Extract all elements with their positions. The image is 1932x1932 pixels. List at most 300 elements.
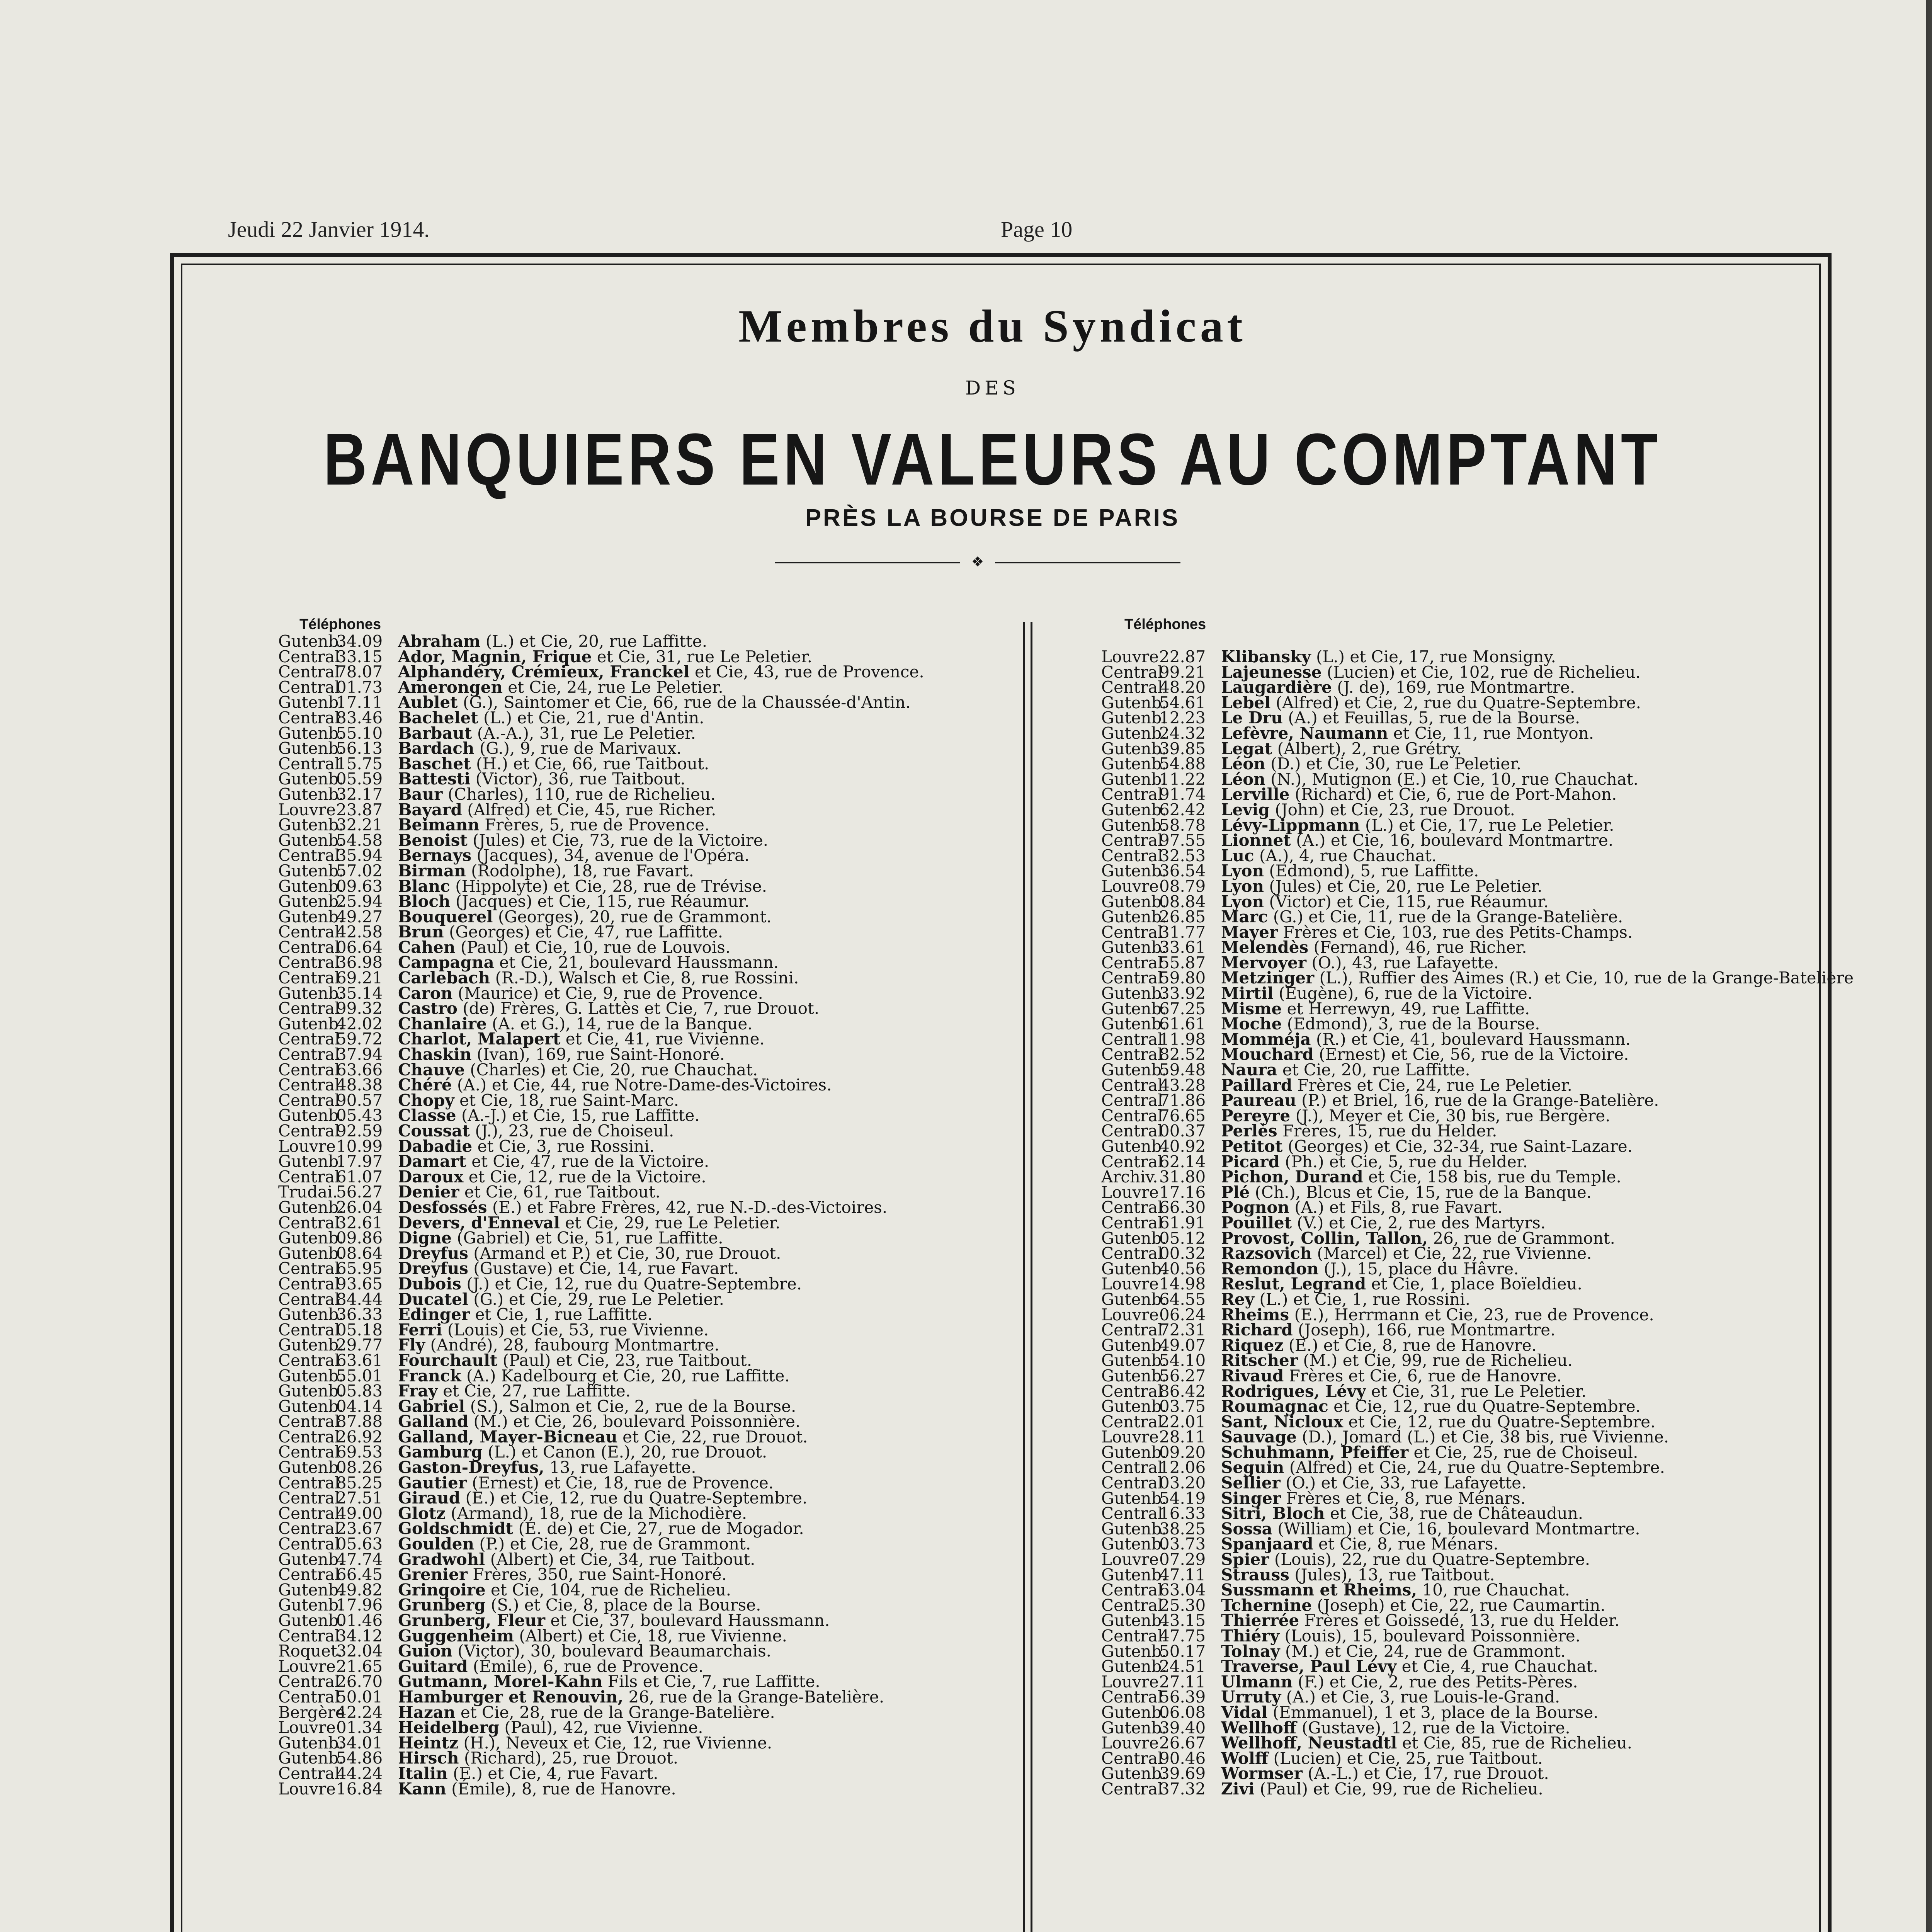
telephone-number: 93.65: [336, 1274, 383, 1293]
member-name: Lefèvre, Naumann: [1221, 723, 1388, 743]
member-name: Dreyfus: [398, 1259, 468, 1278]
telephone-number: 06.08: [1159, 1702, 1206, 1722]
telephone-number: 91.74: [1159, 785, 1206, 804]
telephone-exchange: Central: [278, 754, 340, 773]
member-name: Heintz: [398, 1733, 459, 1752]
member-details: (H.), Neveux et Cie, 12, rue Vivienne.: [463, 1733, 772, 1752]
telephone-number: 72.31: [1159, 1320, 1206, 1340]
member-name: Lajeunesse: [1221, 662, 1322, 682]
member-details: (E.) et Fabre Frères, 42, rue N.-D.-des-Victoires.: [492, 1197, 888, 1217]
telephone-exchange: Trudai.: [278, 1182, 338, 1202]
member-details: (Edmond), 5, rue Laffitte.: [1269, 861, 1479, 881]
telephone-number: 56.27: [336, 1182, 383, 1202]
member-name: Sellier: [1221, 1473, 1281, 1493]
telephone-number: 54.58: [336, 830, 383, 850]
member-details: et Cie, 4, rue Chauchat.: [1401, 1657, 1598, 1676]
telephone-number: 97.55: [1159, 831, 1206, 850]
member-name: Bernays: [398, 846, 472, 865]
member-name: Galland: [398, 1412, 469, 1431]
telephone-number: 47.74: [336, 1549, 383, 1569]
member-name: Lebel: [1221, 693, 1271, 712]
title-membres: Membres du Syndicat: [738, 300, 1247, 352]
telephone-number: 40.92: [1159, 1137, 1206, 1156]
telephone-number: 16.84: [336, 1779, 383, 1798]
telephone-number: 05.43: [336, 1106, 383, 1125]
member-entry: [278, 817, 924, 833]
member-name: Petitot: [1221, 1137, 1283, 1156]
member-details: (G.) et Cie, 29, rue Le Peletier.: [473, 1289, 724, 1309]
member-entry: [1101, 680, 1854, 695]
member-name: Franck: [398, 1366, 461, 1385]
binding-edge: [1926, 0, 1932, 1932]
member-entry: [278, 1123, 924, 1139]
telephone-number: 03.75: [1159, 1397, 1206, 1416]
telephone-exchange: Central: [1101, 1458, 1163, 1477]
telephone-exchange: Louvre: [1101, 1182, 1159, 1202]
telephone-number: 01.73: [336, 677, 383, 697]
member-details: (Victor) et Cie, 115, rue Réaumur.: [1269, 892, 1549, 911]
header-date: Jeudi 22 Janvier 1914.: [228, 217, 430, 242]
telephone-number: 07.29: [1159, 1550, 1206, 1569]
telephone-exchange: Gutenb.: [1101, 907, 1167, 927]
member-details: et Cie, 12, rue de la Victoire.: [468, 1167, 706, 1186]
telephone-number: 99.32: [336, 999, 383, 1018]
telephone-exchange: Gutenb.: [278, 830, 344, 850]
member-name: Léon: [1221, 769, 1265, 789]
telephone-exchange: Gutenb.: [1101, 1060, 1167, 1080]
telephone-exchange: Central: [278, 1473, 340, 1492]
member-entry: [278, 970, 924, 986]
member-name: Wolff: [1221, 1748, 1269, 1768]
telephone-exchange: Central: [278, 1519, 340, 1538]
telephone-number: 26.67: [1159, 1733, 1206, 1753]
member-details: (Armand), 18, rue de la Michodière.: [451, 1503, 747, 1523]
telephone-exchange: Gutenb.: [1101, 1228, 1167, 1248]
telephone-exchange: Central: [278, 1687, 340, 1706]
member-details: (Edmond), 3, rue de la Bourse.: [1287, 1014, 1540, 1034]
member-details: (Joseph) et Cie, 22, rue Caumartin.: [1317, 1595, 1605, 1615]
member-details: (N.), Mutignon (E.) et Cie, 10, rue Chauchat.: [1270, 769, 1638, 789]
telephone-number: 92.59: [336, 1121, 383, 1140]
telephone-number: 22.01: [1159, 1412, 1206, 1431]
member-details: et Cie, 31, rue Le Peletier.: [597, 647, 813, 666]
member-name: Bouquerel: [398, 907, 493, 926]
member-entry: [1101, 1766, 1854, 1781]
member-details: et Cie, 37, boulevard Haussmann.: [550, 1611, 830, 1630]
telephone-number: 78.07: [336, 662, 383, 682]
telephone-number: 39.69: [1159, 1764, 1206, 1783]
member-name: Mervoyer: [1221, 953, 1307, 972]
member-name: Gabriel: [398, 1396, 465, 1416]
member-name: Baschet: [398, 754, 471, 773]
member-entry: [1101, 1735, 1854, 1751]
telephone-number: 35.94: [336, 846, 383, 865]
member-details: Frères et Cie, 24, rue Le Peletier.: [1297, 1075, 1572, 1095]
member-details: (L.) et Cie, 17, rue Le Peletier.: [1365, 815, 1614, 835]
telephone-exchange: Gutenb.: [278, 632, 344, 651]
telephone-exchange: Louvre: [1101, 1274, 1159, 1294]
telephone-exchange: Central: [278, 1320, 340, 1339]
member-entry: [1101, 1062, 1854, 1078]
member-details: (L.) et Cie, 21, rue d'Antin.: [483, 708, 704, 727]
telephone-number: 34.01: [336, 1733, 383, 1752]
telephone-exchange: Louvre: [1101, 1427, 1159, 1447]
telephone-exchange: Central: [1101, 1213, 1163, 1232]
member-details: et Cie, 41, rue Vivienne.: [565, 1029, 765, 1049]
member-details: (Richard), 25, rue Drouot.: [464, 1748, 679, 1768]
member-name: Edinger: [398, 1305, 470, 1324]
member-details: (Paul), 42, rue Vivienne.: [504, 1718, 703, 1737]
telephone-number: 36.33: [336, 1305, 383, 1324]
telephone-exchange: Gutenb.: [278, 876, 344, 896]
member-entry: [278, 1197, 924, 1217]
member-details: (R.-D.), Walsch et Cie, 8, rue Rossini.: [495, 968, 799, 988]
telephone-number: 32.17: [336, 784, 383, 804]
telephone-number: 49.27: [336, 907, 383, 926]
member-entry: [1101, 1582, 1854, 1598]
member-details: (Jules), 13, rue Taitbout.: [1294, 1565, 1495, 1584]
member-name: Castro: [398, 999, 457, 1018]
member-entry: [278, 1047, 924, 1062]
member-name: Zivi: [1221, 1779, 1255, 1798]
telephone-exchange: Central: [1101, 1580, 1163, 1600]
member-name: Lévy-Lippmann: [1221, 815, 1360, 835]
member-name: Goulden: [398, 1534, 474, 1554]
telephone-exchange: Gutenb.: [1101, 739, 1167, 758]
member-details: (H.) et Cie, 66, rue Taitbout.: [476, 754, 709, 773]
member-name: Sossa: [1221, 1519, 1272, 1538]
member-details: 13, rue Lafayette.: [549, 1458, 696, 1477]
telephone-exchange: Gutenb.: [278, 1458, 344, 1477]
member-details: et Herrewyn, 49, rue Laffitte.: [1287, 999, 1530, 1018]
member-entry: [278, 1536, 924, 1552]
title-des: DES: [965, 377, 1020, 399]
member-entry: [1101, 1429, 1854, 1445]
telephone-exchange: Central: [1101, 1687, 1163, 1707]
member-name: Gamburg: [398, 1442, 483, 1462]
member-details: et Cie, 3, rue Rossini.: [477, 1136, 655, 1156]
member-name: Denier: [398, 1182, 459, 1202]
member-name: Misme: [1221, 999, 1282, 1018]
telephone-number: 61.61: [1159, 1014, 1206, 1034]
telephone-exchange: Louvre: [278, 800, 336, 819]
column-rule: [1023, 622, 1025, 1932]
member-details: (L.), Ruffier des Aimes (R.) et Cie, 10, rue de la Grange-Batelière: [1319, 968, 1854, 988]
member-details: (Georges) et Cie, 47, rue Laffitte.: [449, 922, 723, 942]
telephone-number: 06.24: [1159, 1305, 1206, 1324]
member-name: Guion: [398, 1641, 452, 1661]
telephone-number: 32.61: [336, 1213, 383, 1232]
telephone-number: 49.00: [336, 1503, 383, 1523]
member-details: (A.-L.) et Cie, 17, rue Drouot.: [1308, 1764, 1549, 1783]
telephone-exchange: Louvre: [1101, 647, 1159, 666]
member-entry: [1101, 1353, 1854, 1368]
member-name: Guitard: [398, 1656, 468, 1676]
telephone-exchange: Central: [1101, 1244, 1163, 1263]
telephone-exchange: Gutenb.: [1101, 999, 1167, 1018]
telephone-exchange: Gutenb.: [1101, 1702, 1167, 1722]
member-details: (A.) et Cie, 3, rue Louis-le-Grand.: [1286, 1687, 1560, 1707]
member-details: (P.) et Briel, 16, rue de la Grange-Batelière.: [1301, 1091, 1659, 1110]
telephone-number: 33.92: [1159, 984, 1206, 1003]
member-details: (Georges), 20, rue de Grammont.: [498, 907, 772, 926]
member-details: et Cie, 27, rue Laffitte.: [443, 1381, 631, 1401]
member-name: Paillard: [1221, 1075, 1293, 1095]
member-details: (Jacques) et Cie, 115, rue Réaumur.: [455, 892, 750, 911]
telephone-number: 17.96: [336, 1595, 383, 1615]
telephone-number: 50.17: [1159, 1641, 1206, 1661]
telephone-exchange: Gutenb.: [1101, 1565, 1167, 1584]
member-details: et Cie, 85, rue de Richelieu.: [1402, 1733, 1633, 1753]
member-details: (F.) et Cie, 2, rue des Petits-Pères.: [1298, 1672, 1578, 1691]
member-name: Naura: [1221, 1060, 1277, 1080]
telephone-number: 76.65: [1159, 1106, 1206, 1125]
telephone-exchange: Central: [1101, 1121, 1163, 1141]
telephone-number: 85.25: [336, 1473, 383, 1492]
member-name: Lerville: [1221, 785, 1290, 804]
member-name: Fly: [398, 1335, 425, 1355]
telephone-exchange: Central: [278, 846, 340, 865]
telephone-number: 56.39: [1159, 1687, 1206, 1707]
member-name: Dubois: [398, 1274, 461, 1293]
telephone-number: 67.25: [1159, 999, 1206, 1018]
member-details: (Alfred) et Cie, 24, rue du Quatre-Septembre.: [1289, 1458, 1665, 1477]
member-entry: [278, 1490, 924, 1506]
telephone-exchange: Central: [278, 1442, 340, 1462]
telephone-number: 31.77: [1159, 922, 1206, 942]
telephone-number: 48.20: [1159, 678, 1206, 697]
member-name: Wellhoff: [1221, 1718, 1297, 1737]
telephone-exchange: Central: [1101, 1075, 1163, 1095]
member-name: Sauvage: [1221, 1427, 1297, 1447]
telephone-number: 56.27: [1159, 1366, 1206, 1385]
member-name: Rheims: [1221, 1305, 1289, 1324]
member-entry: [278, 1337, 924, 1353]
member-entry: [1101, 1047, 1854, 1062]
telephone-exchange: Gutenb.: [1101, 708, 1167, 728]
member-entry: [1101, 756, 1854, 772]
member-details: (Armand et P.) et Cie, 30, rue Drouot.: [473, 1243, 781, 1263]
member-name: Ador, Magnin, Frique: [398, 647, 592, 666]
member-details: (William) et Cie, 16, boulevard Montmartre.: [1277, 1519, 1640, 1538]
member-name: Birman: [398, 861, 466, 880]
telephone-exchange: Central: [1101, 846, 1163, 865]
member-name: Baur: [398, 784, 443, 804]
telephone-exchange: Central: [1101, 1091, 1163, 1110]
member-name: Bayard: [398, 800, 462, 819]
telephone-exchange: Central: [278, 1764, 340, 1783]
member-details: et Cie, 8, rue Ménars.: [1318, 1534, 1498, 1554]
telephone-exchange: Gutenb.: [1101, 754, 1167, 774]
member-name: Heidelberg: [398, 1718, 499, 1737]
member-details: (Maurice) et Cie, 9, rue de Provence.: [457, 983, 763, 1003]
member-name: Gutmann, Morel-Kahn: [398, 1672, 603, 1691]
member-details: (Eugène), 6, rue de la Victoire.: [1279, 984, 1533, 1003]
telephone-number: 25.30: [1159, 1595, 1206, 1615]
member-details: (E.), Herrmann et Cie, 23, rue de Provence.: [1294, 1305, 1654, 1324]
member-name: Classe: [398, 1106, 456, 1125]
telephone-exchange: Central: [1101, 1381, 1163, 1401]
member-details: (John) et Cie, 23, rue Drouot.: [1275, 800, 1515, 819]
member-details: (Charles) et Cie, 20, rue Chauchat.: [470, 1060, 758, 1079]
member-name: Remondon: [1221, 1259, 1319, 1278]
telephone-number: 61.91: [1159, 1213, 1206, 1232]
telephone-exchange: Central: [1101, 1320, 1163, 1340]
telephone-number: 90.46: [1159, 1748, 1206, 1768]
member-name: Vidal: [1221, 1702, 1268, 1722]
member-details: et Cie, 158 bis, rue du Temple.: [1368, 1167, 1621, 1187]
member-entry: [1101, 1399, 1854, 1414]
member-details: (Émile), 8, rue de Hanovre.: [451, 1779, 676, 1798]
telephone-number: 32.53: [1159, 846, 1206, 865]
telephone-number: 57.02: [336, 861, 383, 880]
telephone-exchange: Central: [1101, 1626, 1163, 1645]
member-details: Frères, 350, rue Saint-Honoré.: [473, 1565, 727, 1584]
telephone-number: 05.83: [336, 1381, 383, 1401]
title-banquiers: BANQUIERS EN VALEURS AU COMPTANT: [323, 418, 1662, 500]
member-details: et Cie, 18, rue Saint-Marc.: [459, 1090, 679, 1110]
member-name: Lyon: [1221, 892, 1264, 911]
member-details: (Gustave), 12, rue de la Victoire.: [1301, 1718, 1570, 1737]
telephone-exchange: Central: [1101, 785, 1163, 804]
telephone-number: 11.98: [1159, 1029, 1206, 1049]
telephone-number: 61.07: [336, 1167, 383, 1186]
member-details: (Émile), 6, rue de Provence.: [473, 1656, 704, 1676]
telephone-exchange: Central: [278, 1503, 340, 1523]
member-details: (D.), Jomard (L.) et Cie, 38 bis, rue Vivienne.: [1302, 1427, 1669, 1447]
telephone-number: 06.64: [336, 937, 383, 957]
member-details: (E.) et Cie, 12, rue du Quatre-Septembre.: [465, 1488, 808, 1508]
telephone-number: 55.87: [1159, 953, 1206, 972]
member-entry: [278, 784, 924, 804]
telephone-exchange: Central: [1101, 1779, 1163, 1798]
telephone-exchange: Central: [278, 677, 340, 697]
member-name: Luc: [1221, 846, 1254, 865]
member-entry: [278, 924, 924, 940]
member-details: et Cie, 1, rue Laffitte.: [475, 1305, 653, 1324]
telephone-exchange: Gutenb.: [1101, 892, 1167, 911]
telephone-number: 54.88: [1159, 754, 1206, 774]
member-name: Laugardière: [1221, 678, 1332, 697]
member-entry: [278, 664, 924, 680]
telephone-number: 03.73: [1159, 1534, 1206, 1554]
member-name: Campagna: [398, 953, 494, 972]
member-entry: [278, 1460, 924, 1475]
telephone-exchange: Bergère: [278, 1702, 345, 1722]
member-details: (Jules) et Cie, 73, rue de la Victoire.: [473, 830, 769, 850]
member-name: Blanc: [398, 876, 450, 896]
member-details: (Louis), 22, rue du Quatre-Septembre.: [1274, 1550, 1590, 1569]
telephone-number: 24.32: [1159, 723, 1206, 743]
member-entry: [278, 1383, 924, 1399]
telephone-number: 27.51: [336, 1488, 383, 1508]
member-details: (Ivan), 169, rue Saint-Honoré.: [476, 1045, 725, 1064]
telephone-exchange: Central: [278, 708, 340, 727]
telephone-number: 66.30: [1159, 1198, 1206, 1217]
member-details: (Albert) et Cie, 34, rue Taitbout.: [490, 1549, 755, 1569]
telephone-exchange: Central: [278, 647, 340, 666]
member-name: Razsovich: [1221, 1244, 1312, 1263]
telephone-number: 12.06: [1159, 1458, 1206, 1477]
member-details: (Fernand), 46, rue Richer.: [1313, 938, 1527, 957]
member-details: et Cie, 25, rue de Choiseul.: [1413, 1442, 1638, 1462]
telephone-exchange: Central: [278, 1090, 340, 1110]
member-entry: [278, 1689, 924, 1705]
member-name: Léon: [1221, 754, 1265, 774]
member-name: Gradwohl: [398, 1549, 485, 1569]
telephone-number: 54.19: [1159, 1488, 1206, 1508]
member-details: (Ernest) et Cie, 56, rue de la Victoire.: [1319, 1045, 1629, 1064]
member-name: Singer: [1221, 1488, 1281, 1508]
member-details: (Emmanuel), 1 et 3, place de la Bourse.: [1272, 1702, 1599, 1722]
telephone-number: 39.85: [1159, 739, 1206, 758]
telephone-exchange: Central: [278, 1672, 340, 1691]
telephone-number: 15.75: [336, 754, 383, 773]
telephone-exchange: Gutenb.: [278, 1381, 344, 1401]
telephone-exchange: Gutenb.: [278, 1152, 344, 1171]
members-list-left: [278, 634, 924, 1796]
telephone-exchange: Central: [1101, 1106, 1163, 1125]
telephone-number: 62.42: [1159, 800, 1206, 819]
telephone-exchange: Gutenb.: [1101, 938, 1167, 957]
telephone-exchange: Gutenb.: [278, 769, 344, 789]
member-details: (P.) et Cie, 28, rue de Grammont.: [479, 1534, 751, 1554]
member-name: Alphandéry, Crémieux, Franckel: [398, 662, 690, 682]
telephone-number: 39.40: [1159, 1718, 1206, 1737]
telephone-exchange: Gutenb.: [1101, 1351, 1167, 1370]
telephone-number: 26.70: [336, 1672, 383, 1691]
telephone-exchange: Gutenb.: [1101, 1657, 1167, 1676]
member-name: Rey: [1221, 1289, 1255, 1309]
telephone-number: 84.44: [336, 1289, 383, 1309]
telephone-number: 63.66: [336, 1060, 383, 1079]
telephone-exchange: Gutenb.: [1101, 1259, 1167, 1278]
member-details: (Gustave) et Cie, 14, rue Favart.: [473, 1259, 739, 1278]
telephone-exchange: Central: [278, 662, 340, 682]
telephone-number: 17.97: [336, 1152, 383, 1171]
telephone-number: 26.85: [1159, 907, 1206, 927]
telephone-exchange: Central: [1101, 1029, 1163, 1049]
telephone-number: 42.02: [336, 1014, 383, 1033]
member-name: Spier: [1221, 1550, 1269, 1569]
member-details: (Albert), 2, rue Grétry.: [1277, 739, 1462, 758]
telephone-number: 64.55: [1159, 1289, 1206, 1309]
telephone-number: 69.21: [336, 968, 383, 988]
member-entry: [1101, 863, 1854, 879]
telephone-exchange: Gutenb.: [278, 1595, 344, 1615]
member-details: (Georges) et Cie, 32-34, rue Saint-Lazare.: [1287, 1137, 1633, 1156]
member-details: (Charles), 110, rue de Richelieu.: [447, 784, 716, 804]
member-details: (J.), Meyer et Cie, 30 bis, rue Bergère.: [1295, 1106, 1611, 1125]
member-details: (A.) et Cie, 44, rue Notre-Dame-des-Victoires.: [457, 1075, 832, 1095]
telephone-exchange: Gutenb.: [278, 1611, 344, 1630]
member-name: Marc: [1221, 907, 1268, 927]
member-name: Pichon, Durand: [1221, 1167, 1363, 1187]
telephone-number: 54.10: [1159, 1351, 1206, 1370]
member-details: (Victor), 30, boulevard Beaumarchais.: [457, 1641, 771, 1661]
telephone-number: 32.21: [336, 815, 383, 835]
telephone-number: 47.11: [1159, 1565, 1206, 1584]
member-details: (Gabriel) et Cie, 51, rue Laffitte.: [457, 1228, 723, 1248]
member-name: Ulmann: [1221, 1672, 1293, 1691]
telephone-number: 42.24: [336, 1702, 383, 1722]
member-details: (Ph.) et Cie, 5, rue du Helder.: [1285, 1152, 1528, 1171]
member-details: (A.-A.), 31, rue Le Peletier.: [477, 723, 696, 743]
member-entry: [1101, 802, 1854, 818]
member-details: (Jules) et Cie, 20, rue Le Peletier.: [1269, 876, 1543, 896]
telephone-number: 59.80: [1159, 968, 1206, 988]
member-entry: [278, 1613, 924, 1628]
